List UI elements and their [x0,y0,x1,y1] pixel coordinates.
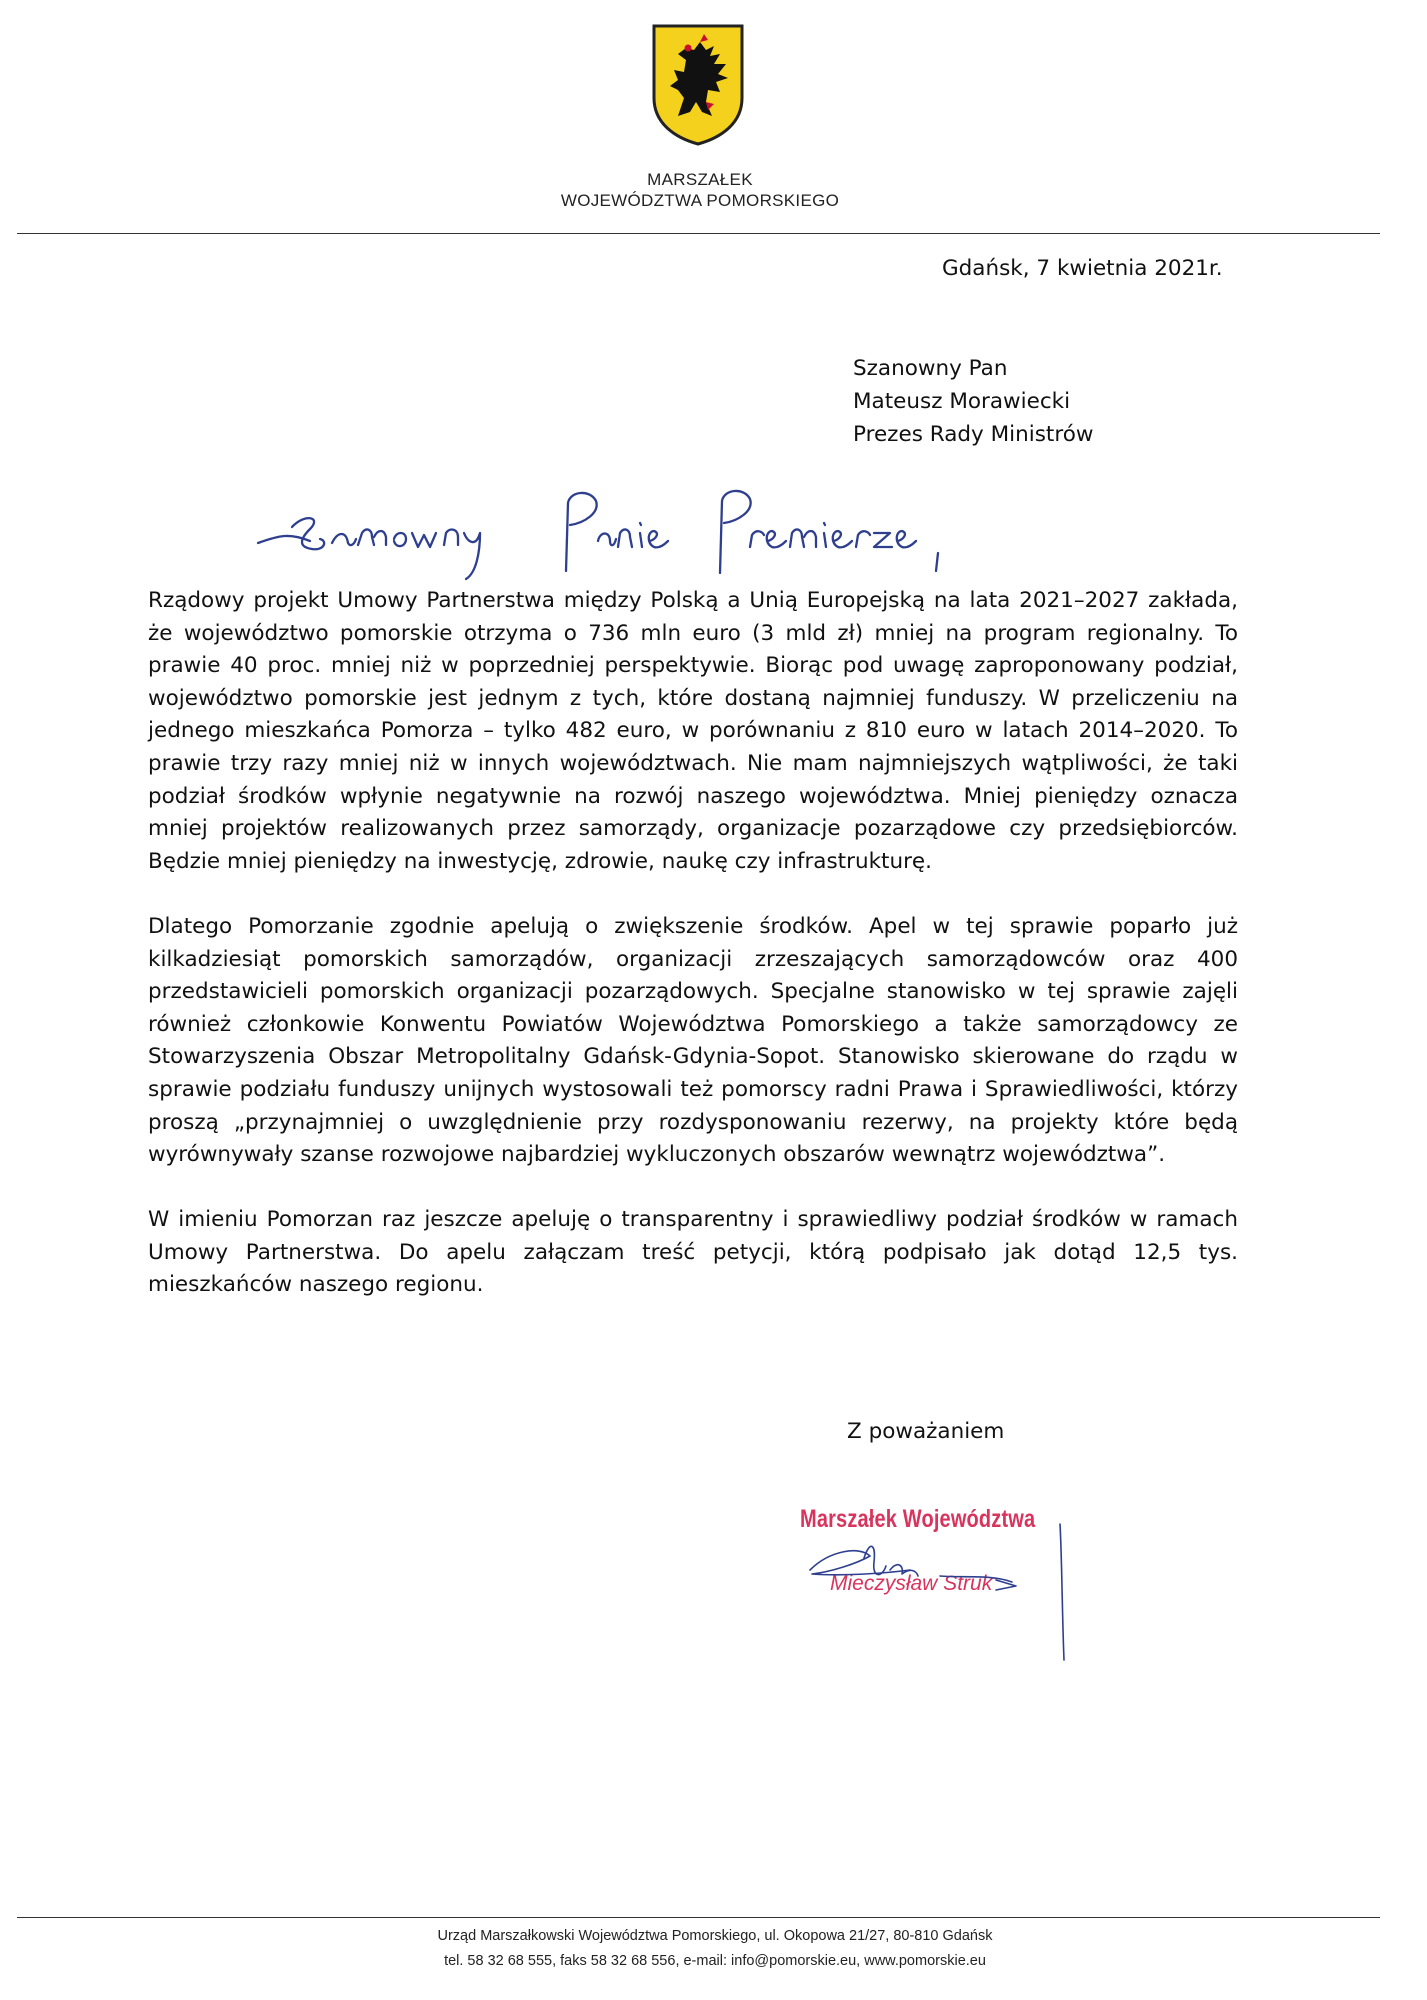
stamp-name: Mieczysław Struk [830,1572,993,1595]
letter-body [148,585,1238,1302]
addressee-name: Mateusz Morawiecki [853,389,1071,414]
handwritten-salutation [250,483,980,593]
handwritten-signature [790,1500,1090,1670]
office-title-line2: WOJEWÓDZTWA POMORSKIEGO [560,191,840,210]
addressee-greeting: Szanowny Pan [853,356,1008,381]
footer-divider [17,1917,1380,1918]
letter-date: Gdańsk, 7 kwietnia 2021r. [942,256,1223,281]
stamp-title: Marszałek Województwa [800,1505,1036,1533]
header-divider [17,233,1380,234]
office-title-line1: MARSZAŁEK [647,170,753,189]
body-paragraph-3: W imieniu Pomorzan raz jeszcze apeluję o transparentny i sprawiedliwy podział środków w ramach Umowy Partnerstwa. Do apelu załączam treść petycji, którą podpisało jak dotąd 12,5 tys. mieszkańców naszego regionu. [148,1207,1238,1298]
closing-phrase: Z poważaniem [847,1419,1005,1444]
body-paragraph-1: Rządowy projekt Umowy Partnerstwa między Polską a Unią Europejską na lata 2021–2027 zakłada, że województwo pomorskie otrzyma o 736 mln euro (3 mld zł) mniej na program regionalny. To prawie 40 proc. mniej niż w poprzedniej perspektywie. Biorąc pod uwagę zaproponowany podział, województwo pomorskie jest jednym z tych, które dostaną najmniej funduszy. W przeliczeniu na jednego mieszkańca Pomorza – tylko 482 euro, w porównaniu z 810 euro w latach 2014–2020. To prawie trzy razy mniej niż w innych województwach. Nie mam najmniejszych wątpliwości, że taki podział środków wpłynie negatywnie na rozwój naszego województwa. Mniej pieniędzy oznacza mniej projektów realizowanych przez samorządy, organizacje pozarządowe czy przedsiębiorców. Będzie mniej pieniędzy na inwestycję, zdrowie, naukę czy infrastrukturę. [148,588,1238,874]
addressee-title: Prezes Rady Ministrów [853,422,1094,447]
footer-contact: tel. 58 32 68 555, faks 58 32 68 556, e-mail: info@pomorskie.eu, www.pomorskie.eu [444,1953,986,1969]
body-paragraph-2: Dlatego Pomorzanie zgodnie apelują o zwiększenie środków. Apel w tej sprawie poparło już kilkadziesiąt pomorskich samorządów, organizacji zrzeszających samorządowców oraz 400 przedstawicieli pomorskich organizacji pozarządowych. Specjalne stanowisko w tej sprawie zajęli również członkowie Konwentu Powiatów Województwa Pomorskiego a także samorządowcy ze Stowarzyszenia Obszar Metropolitalny Gdańsk-Gdynia-Sopot. Stanowisko skierowane do rządu w sprawie podziału funduszy unijnych wystosowali też pomorscy radni Prawa i Sprawiedliwości, którzy proszą „przynajmniej o uwzględnienie przy rozdysponowaniu rezerwy, na projekty które będą wyrównywały szanse rozwojowe najbardziej wykluczonych obszarów wewnątrz województwa”. [148,913,1238,1168]
griffin-coat-of-arms-icon [648,20,748,148]
footer-address: Urząd Marszałkowski Województwa Pomorskiego, ul. Okopowa 21/27, 80-810 Gdańsk [437,1928,993,1944]
